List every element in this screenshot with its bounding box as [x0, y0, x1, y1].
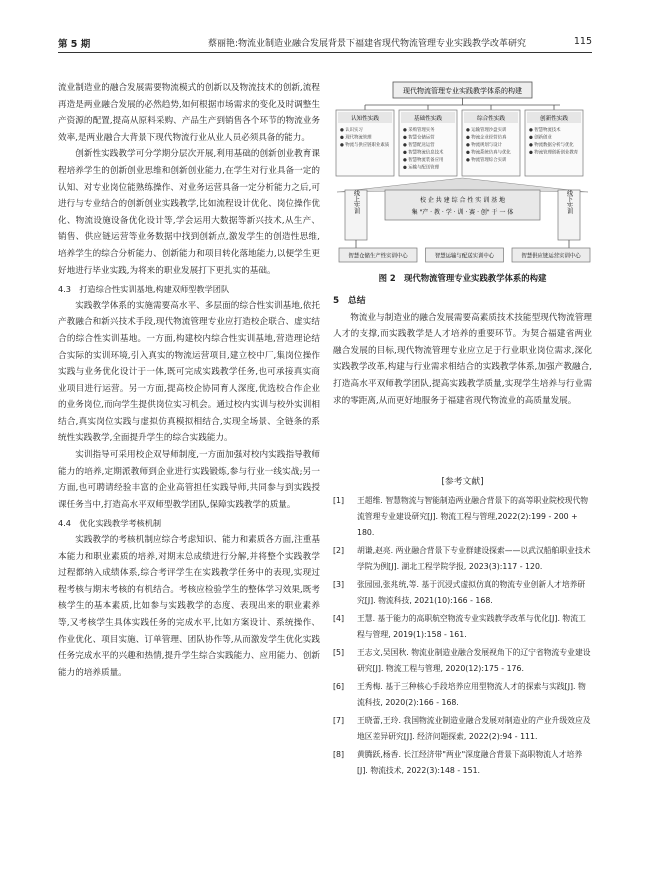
- figure-column-item: ● 智慧仓储运营: [403, 135, 435, 141]
- reference-number: [5]: [333, 648, 345, 657]
- reference-number: [2]: [333, 546, 345, 555]
- figure-column-item: ● 物流与供应链职业素质: [340, 143, 390, 148]
- reference-text: 黄腾跃,杨香. 长江经济带"两业"深度融合背景下高职物流人才培养[J]. 物流技术, 2022(3):148 - 151.: [357, 750, 583, 775]
- figure-column-item: ● 物流管理创新创业教育: [529, 150, 579, 156]
- figure-column-item: ● 采购管理实务: [403, 128, 435, 133]
- figure-column-heading: 创新性实践: [540, 116, 568, 122]
- paragraph: 创新性实践教学可分学期分层次开展,利用基础的创新创业教育课程培养学生的创新创业思维和创新创业能力,在学生对行业具备一定的认知、对专业岗位能熟练操作、对业务运营具备一定分析能力之后,可进行与专业结合的创新创业实践教学,比如流程设计优化、岗位操作优化、物流设施设备优化设计等,学会运用大数据等新兴技术,从生产、销售、供应链运营等业务数据中找到创新点,激发学生的创造性思维,培养学生的综合分析能力、创新能力和项目转化落地能力,以便学生更好地进行毕业实践,为将来的职业发展打下更扎实的基础。: [58, 149, 320, 276]
- figure-teaching-system: [333, 78, 592, 270]
- figure-diagram: [333, 78, 592, 270]
- figure-bottom-box-label: 智慧供应链运营实训中心: [521, 253, 581, 260]
- reference-text: 胡谦,赵亮. 两业融合背景下专业群建设探索——以武汉船舶职业技术学院为例[J]. 湖北工程学院学报, 2023(3):117 - 120.: [357, 546, 591, 571]
- reference-list: [333, 493, 592, 779]
- base-banner-bottom: 集 "产 · 教 · 学 · 训 · 赛 · 创" 于 一 体: [411, 209, 514, 216]
- figure-bottom-boxes: [339, 248, 590, 262]
- left-column: [58, 80, 320, 681]
- paragraph: 实践教学体系的实施需要高水平、多层面的综合性实训基地,依托产教融合和新兴技术手段,现代物流管理专业应打造校企联合、虚实结合的综合性实训基地。一方面,构建校内综合性实训基地,营造理论结合实际的实训环境,引入真实的物流运营项目,建立校中厂,集岗位操作实践与业务优化设计于一体,既可完成实践教学任务,也可承接真实商业项目进行运营。另一方面,提高校企协同育人深度,优选校合作企业的业务岗位,而向学生提供岗位实习机会。通过校内实训与校外实训相结合,真实岗位实践与虚拟仿真模拟相结合,实现全场景、全链条的系统性实践教学,全面提升学生的综合实践能力。: [58, 300, 320, 444]
- right-side-label: 线下实训: [565, 190, 573, 214]
- reference-number: [3]: [333, 580, 345, 589]
- figure-column-item: ● 认识实习: [340, 128, 363, 133]
- reference-number: [7]: [333, 716, 345, 725]
- figure-column-item: ● 运输管理沙盘实训: [466, 128, 507, 133]
- reference-item: [333, 679, 592, 711]
- section-heading-5: 5 总结: [333, 296, 366, 306]
- figure-column-item: ● 智慧物流技术: [529, 128, 561, 133]
- reference-item: [333, 577, 592, 609]
- reference-text: 王超维. 智慧物流与智能制造两业融合背景下的高等职业院校现代物流管理专业建设研究[J]. 物流工程与管理,2022(2):199 - 200 + 180.: [357, 496, 589, 537]
- paragraph: 实践教学的考核机制应综合考虑知识、能力和素质各方面,注重基本能力和职业素质的培养,对期末总成绩进行分解,并将整个实践教学过程都纳入成绩体系,综合考评学生在实践教学任务中的表现,实现过程考核与期末考核的有机结合。考核应检验学生的整体学习效果,既考核学生的基本素质,比如参与实践教学的态度、表现出来的职业素养等,又考核学生具体实践任务的完成水平,比如方案设计、系统操作、作业优化、项目实施、订单管理、团队协作等,从而激发学生优化实践任务完成水平的兴趣和热情,提升学生综合实践能力、应用能力、创新能力的培养质量。: [58, 535, 320, 678]
- reference-number: [8]: [333, 750, 345, 759]
- figure-bottom-box-label: 智慧仓储生产性实训中心: [348, 253, 408, 260]
- running-header: [58, 34, 592, 53]
- figure-column-heading: 认知性实践: [351, 116, 379, 122]
- references: [333, 474, 592, 779]
- page-number: 115: [573, 36, 592, 47]
- figure-columns: [336, 105, 583, 176]
- reference-text: 王志文,吴国秋. 物流业制造业融合发展视角下的辽宁省物流专业建设研究[J]. 物流工程与管理, 2020(12):175 - 176.: [357, 648, 591, 673]
- reference-item: [333, 611, 592, 643]
- figure-column-item: ● 智慧物流装备应用: [403, 158, 444, 163]
- figure-column-item: ● 现代物流管理: [340, 135, 372, 141]
- reference-number: [6]: [333, 682, 345, 691]
- figure-column-heading: 基础性实践: [414, 116, 442, 122]
- figure-column-item: ● 创新创业: [529, 135, 552, 141]
- reference-number: [4]: [333, 614, 345, 623]
- reference-text: 王晓蕾,王玲. 我国物流业制造业融合发展对制造业的产业升级效应及地区差异研究[J]. 经济问题探索, 2022(2):94 - 111.: [357, 716, 591, 741]
- figure-column-item: ● 智慧物流信息技术: [403, 150, 444, 156]
- figure-column-item: ● 物流系统仿真与优化: [466, 150, 511, 156]
- figure-column-item: ● 物流企业经营仿真: [466, 135, 507, 141]
- left-side-label: 线上实训: [352, 190, 360, 214]
- figure-column-item: ● 智慧配送运营: [403, 143, 435, 148]
- reference-text: 张园园,张兆统,等. 基于沉浸式虚拟仿真的物流专业创新人才培养研究[J]. 物流科技, 2021(10):166 - 168.: [357, 580, 586, 605]
- paragraph: 流业制造业的融合发展需要物流模式的创新以及物流技术的创新,流程再造是两业融合发展的必然趋势,如何根据市场需求的变化及时调整生产资源的配置,提高从原料采购、产品生产到销售各个环节的物流业务效率,是两业融合大背景下现代物流行业从业人员必须具备的能力。: [58, 83, 320, 143]
- section-heading-4-3: 4.3 打造综合性实训基地,构建双师型教学团队: [58, 284, 230, 295]
- paragraph: 物流业与制造业的融合发展需要高素质技术技能型现代物流管理人才的支撑,而实践教学是人才培养的重要环节。为契合福建省两业融合发展的目标,现代物流管理专业应立足于行业职业岗位需求,深化实践教学改革,构建与行业需求相结合的实践教学体系,加强产教融合,打造高水平双师教学团队,提高实践教学质量,实现学生培养与行业需求的零距离,从而更好地服务于福建省现代物流业的高质量发展。: [333, 312, 592, 406]
- reference-text: 王慧. 基于能力的高职航空物流专业实践教学改革与优化[J]. 物流工程与管理, 2019(1):158 - 161.: [357, 614, 586, 639]
- right-column: [333, 291, 592, 409]
- issue-number: 第 5 期: [58, 39, 91, 50]
- reference-item: [333, 747, 592, 779]
- references-title: [参考文献]: [441, 477, 484, 487]
- section-heading-4-4: 4.4 优化实践教学考核机制: [58, 518, 162, 529]
- reference-item: [333, 645, 592, 677]
- figure-title: 现代物流管理专业实践教学体系的构建: [403, 87, 522, 95]
- figure-column-item: ● 运输与配送管理: [403, 165, 439, 171]
- reference-item: [333, 713, 592, 745]
- base-banner-top: 校 企 共 建 综 合 性 实 训 基 地: [419, 197, 506, 204]
- reference-number: [1]: [333, 496, 345, 505]
- figure-column-item: ● 物流管理综合实训: [466, 158, 507, 163]
- reference-item: [333, 493, 592, 541]
- figure-column-item: ● 物流规划与设计: [466, 143, 502, 148]
- figure-caption: 图 2 现代物流管理专业实践教学体系的构建: [378, 273, 547, 283]
- reference-text: 王秀梅. 基于三种核心手段培养应用型物流人才的探索与实践[J]. 物流科技, 2020(2):166 - 168.: [357, 682, 586, 707]
- paragraph: 实训指导可采用校企双导师制度,一方面加强对校内实践指导教师能力的培养,定期派教师到企业进行实践锻炼,参与行业一线实战;另一方面,也可聘请经验丰富的企业高管担任实践导师,共同参与到实践授课任务当中,打造高水平双师型教学团队,保障实践教学的质量。: [58, 450, 320, 510]
- running-title: 蔡丽艳:物流业制造业融合发展背景下福建省现代物流管理专业实践教学改革研究: [208, 39, 527, 49]
- figure-column-heading: 综合性实践: [477, 116, 505, 122]
- figure-column-item: ● 物流数据分析与优化: [529, 143, 574, 148]
- reference-item: [333, 543, 592, 575]
- figure-bottom-box-label: 智慧运输与配送实训中心: [434, 253, 495, 260]
